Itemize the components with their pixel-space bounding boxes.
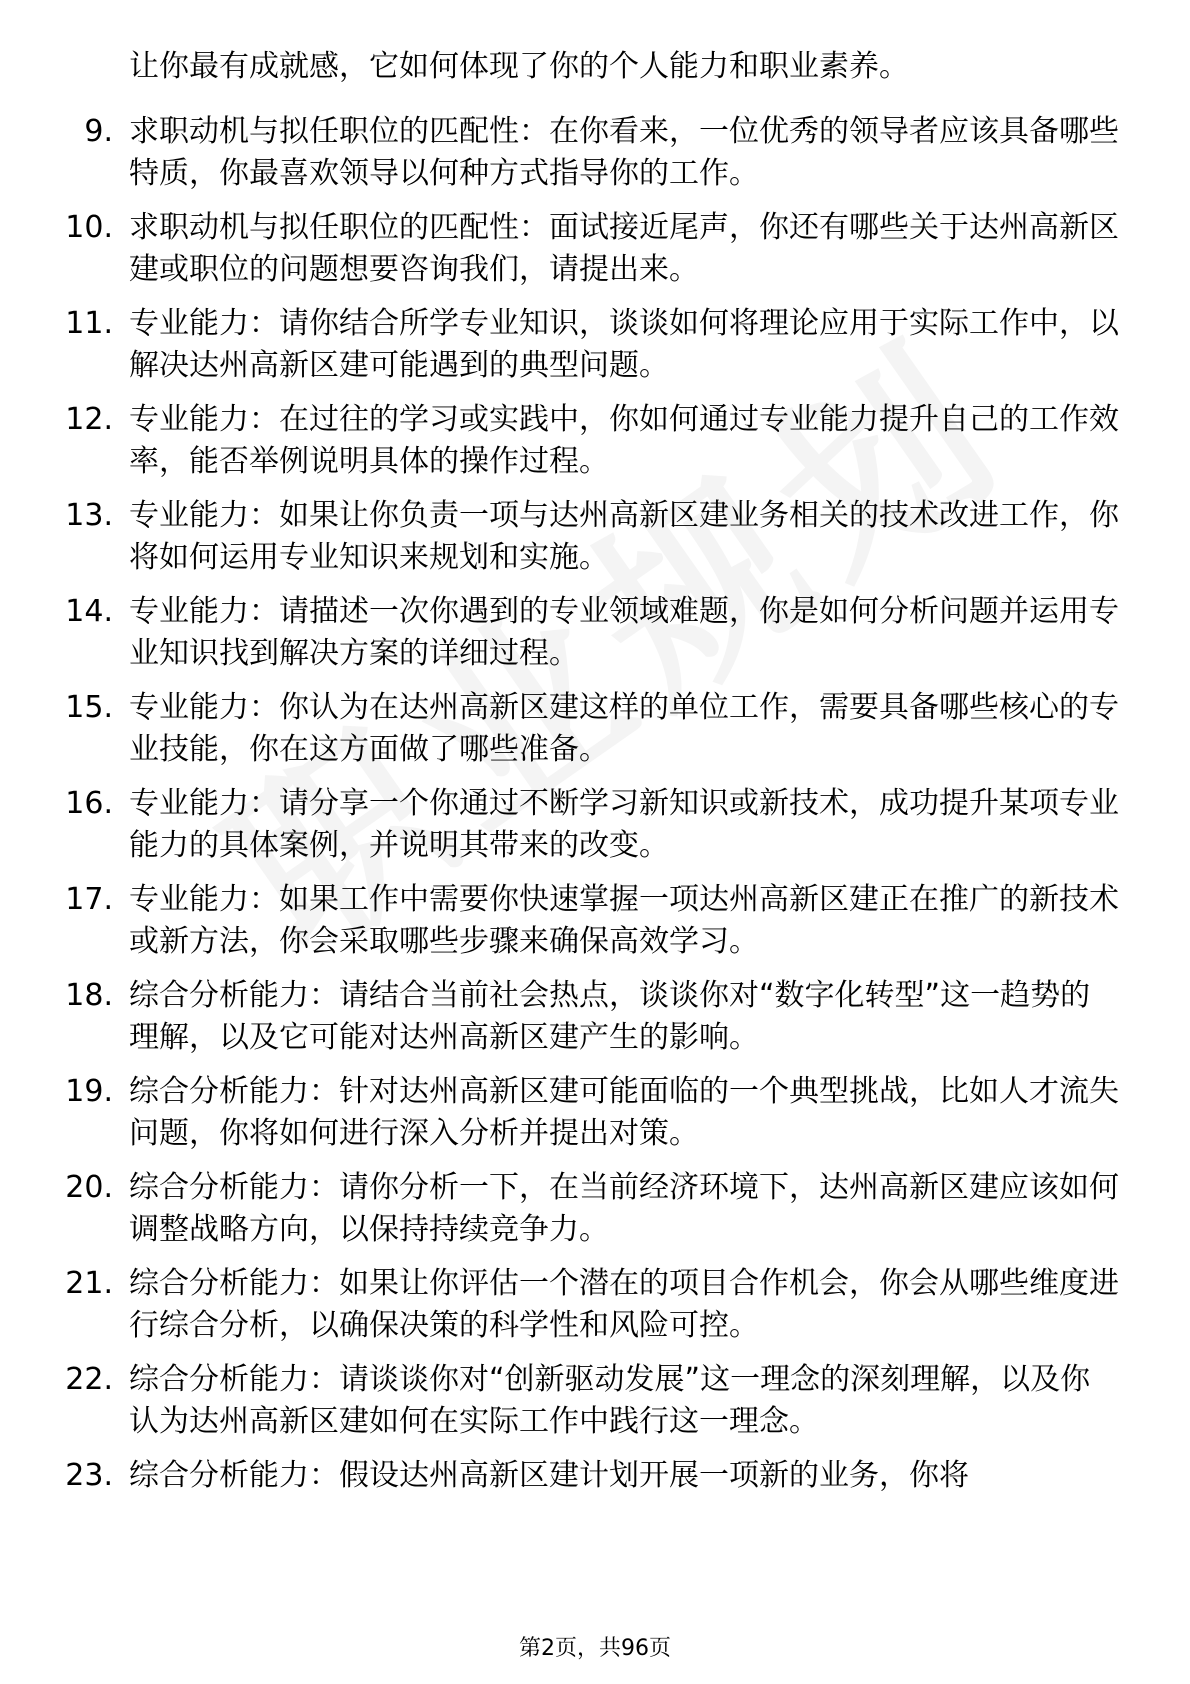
list-item: [0, 687, 1190, 783]
list-item: [0, 975, 1190, 1071]
page-footer: 第2页，共96页: [519, 1636, 671, 1661]
item-number: 17.: [65, 882, 113, 917]
item-text: 综合分析能力：假设达州高新区建计划开展一项新的业务，你将: [129, 1458, 969, 1493]
list-item: [0, 1167, 1190, 1263]
item-number: 10.: [65, 210, 113, 245]
item-number: 23.: [65, 1458, 113, 1493]
list-item: [0, 591, 1190, 687]
item-number: 12.: [65, 402, 113, 437]
list-item: [0, 1263, 1190, 1359]
item-text: 综合分析能力：请谈谈你对“创新驱动发展”这一理念的深刻理解，以及你认为达州高新区建如何在实际工作中践行这一理念。: [129, 1362, 1091, 1439]
item-number: 20.: [65, 1170, 113, 1205]
item-text: 综合分析能力：针对达州高新区建可能面临的一个典型挑战，比如人才流失问题，你将如何进行深入分析并提出对策。: [129, 1074, 1119, 1151]
item-text: 求职动机与拟任职位的匹配性：面试接近尾声，你还有哪些关于达州高新区建或职位的问题想要咨询我们，请提出来。: [129, 210, 1119, 287]
item-number: 11.: [65, 306, 113, 341]
item-text: 综合分析能力：如果让你评估一个潜在的项目合作机会，你会从哪些维度进行综合分析，以确保决策的科学性和风险可控。: [129, 1266, 1119, 1343]
list-item: [0, 207, 1190, 303]
item-number: 18.: [65, 978, 113, 1013]
item-number: 9.: [84, 114, 113, 149]
item-text: 专业能力：你认为在达州高新区建这样的单位工作，需要具备哪些核心的专业技能，你在这方面做了哪些准备。: [129, 690, 1119, 767]
item-text: 专业能力：请描述一次你遇到的专业领域难题，你是如何分析问题并运用专业知识找到解决方案的详细过程。: [129, 594, 1119, 671]
item-text: 专业能力：请分享一个你通过不断学习新知识或新技术，成功提升某项专业能力的具体案例，并说明其带来的改变。: [129, 786, 1119, 863]
list-item: [0, 495, 1190, 591]
item-number: 15.: [65, 690, 113, 725]
item-text: 专业能力：如果工作中需要你快速掌握一项达州高新区建正在推广的新技术或新方法，你会采取哪些步骤来确保高效学习。: [129, 882, 1119, 959]
question-list: [0, 46, 1190, 1551]
item-text: 专业能力：在过往的学习或实践中，你如何通过专业能力提升自己的工作效率，能否举例说明具体的操作过程。: [129, 402, 1119, 479]
item-number: 22.: [65, 1362, 113, 1397]
item-text: 求职动机与拟任职位的匹配性：在你看来，一位优秀的领导者应该具备哪些特质，你最喜欢领导以何种方式指导你的工作。: [129, 114, 1119, 191]
list-item: [0, 783, 1190, 879]
item-number: 16.: [65, 786, 113, 821]
item-text: 专业能力：如果让你负责一项与达州高新区建业务相关的技术改进工作，你将如何运用专业知识来规划和实施。: [129, 498, 1119, 575]
item-text: 专业能力：请你结合所学专业知识，谈谈如何将理论应用于实际工作中，以解决达州高新区建可能遇到的典型问题。: [129, 306, 1119, 383]
list-item: [0, 111, 1190, 207]
item-number: 13.: [65, 498, 113, 533]
item-number: 14.: [65, 594, 113, 629]
item-text: 综合分析能力：请你分析一下，在当前经济环境下，达州高新区建应该如何调整战略方向，以保持持续竞争力。: [129, 1170, 1119, 1247]
item-number: 21.: [65, 1266, 113, 1301]
list-item: [0, 1359, 1190, 1455]
list-item: [0, 303, 1190, 399]
list-item: [0, 1455, 1190, 1551]
item-text: 综合分析能力：请结合当前社会热点，谈谈你对“数字化转型”这一趋势的理解，以及它可能对达州高新区建产生的影响。: [129, 978, 1091, 1055]
list-item: [0, 399, 1190, 495]
list-item: [0, 879, 1190, 975]
list-item: [0, 1071, 1190, 1167]
item-text: 让你最有成就感，它如何体现了你的个人能力和职业素养。: [129, 49, 909, 84]
item-number: 19.: [65, 1074, 113, 1109]
list-item: [0, 46, 1190, 98]
